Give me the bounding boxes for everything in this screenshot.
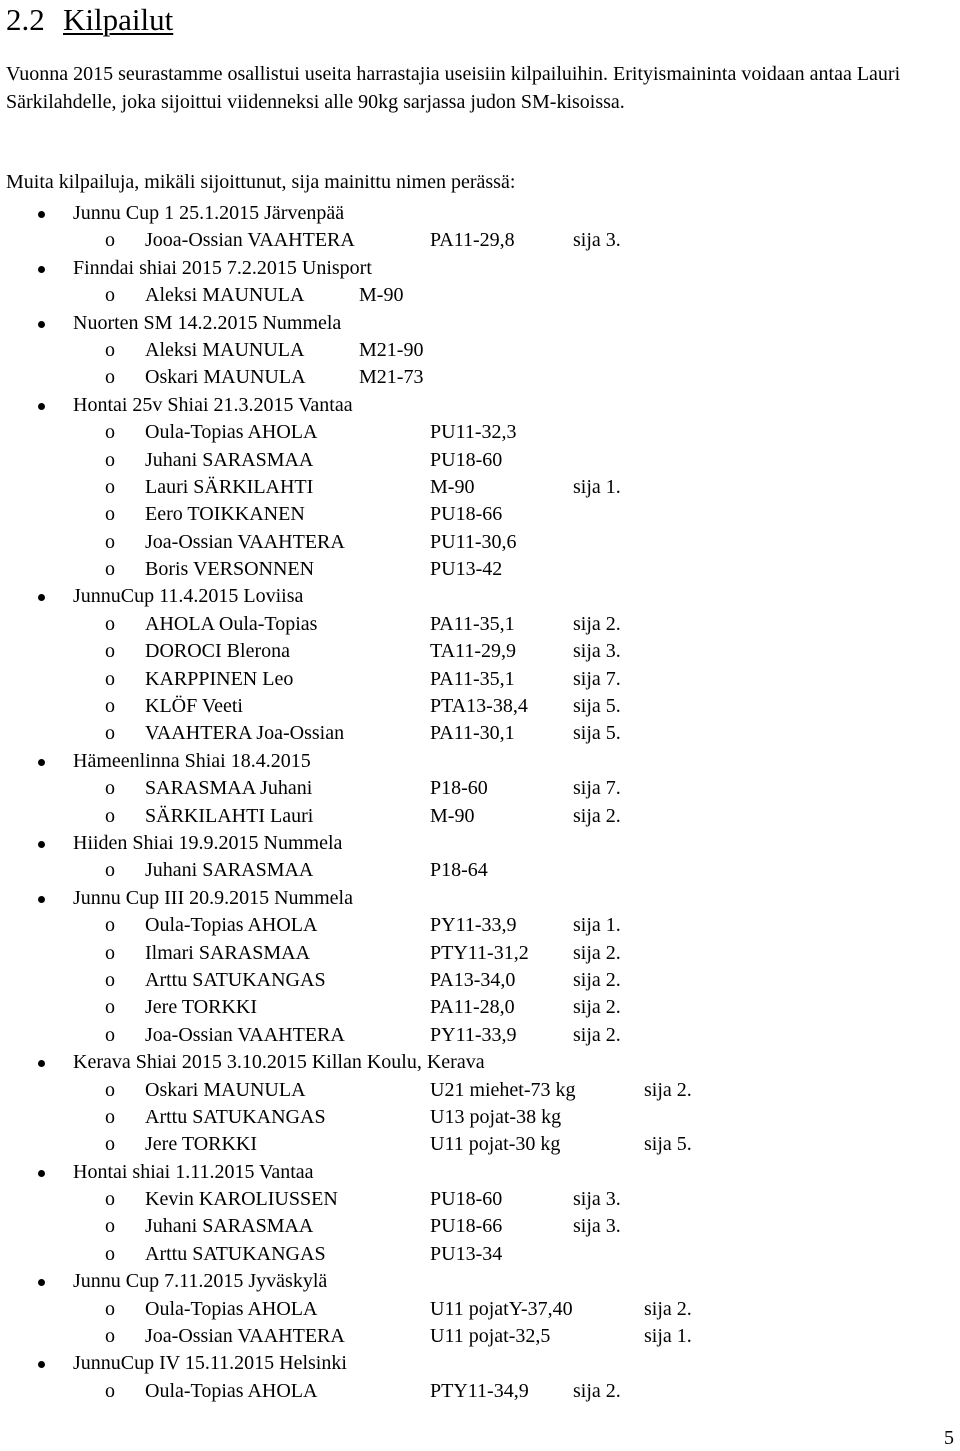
athlete-name: Joa-Ossian VAAHTERA: [145, 1325, 345, 1348]
competition-item: [0, 830, 960, 857]
result-row: [0, 1077, 960, 1104]
list-marker: o: [105, 366, 115, 389]
athlete-name: Kevin KAROLIUSSEN: [145, 1188, 338, 1211]
placement: sija 1.: [573, 914, 621, 937]
bullet-icon: [38, 211, 45, 218]
athlete-name: VAAHTERA Joa-Ossian: [145, 722, 345, 745]
athlete-name: Jooa-Ossian VAAHTERA: [145, 229, 355, 252]
bullet-icon: [38, 1279, 45, 1286]
result-row: [0, 1213, 960, 1240]
athlete-name: DOROCI Blerona: [145, 640, 290, 663]
placement: sija 2.: [573, 1379, 621, 1402]
weight-class: PU18-60: [430, 1188, 503, 1211]
weight-class: M21-90: [359, 338, 424, 361]
competition-title: Kerava Shiai 2015 3.10.2015 Killan Koulu, Kerava: [73, 1051, 485, 1074]
result-row: [0, 529, 960, 556]
result-row: [0, 364, 960, 391]
placement: sija 2.: [644, 1078, 692, 1101]
placement: sija 3.: [573, 640, 621, 663]
competition-title: Junnu Cup 7.11.2015 Jyväskylä: [73, 1270, 328, 1293]
weight-class: PA11-30,1: [430, 722, 515, 745]
competition-title: Hontai 25v Shiai 21.3.2015 Vantaa: [73, 393, 353, 416]
weight-class: PA11-28,0: [430, 996, 515, 1019]
athlete-name: Juhani SARASMAA: [145, 448, 314, 471]
result-row: [0, 1241, 960, 1268]
list-marker: o: [105, 612, 115, 635]
athlete-name: Jere TORKKI: [145, 1133, 258, 1156]
result-row: [0, 666, 960, 693]
placement: sija 3.: [573, 1215, 621, 1238]
result-row: [0, 337, 960, 364]
competition-item: [0, 748, 960, 775]
placement: sija 7.: [573, 777, 621, 800]
competition-item: [0, 583, 960, 610]
weight-class: M-90: [430, 475, 475, 498]
placement: sija 3.: [573, 229, 621, 252]
weight-class: PTY11-31,2: [430, 941, 529, 964]
list-marker: o: [105, 1078, 115, 1101]
weight-class: PU18-66: [430, 1215, 503, 1238]
list-marker: o: [105, 695, 115, 718]
placement: sija 1.: [573, 475, 621, 498]
list-marker: o: [105, 640, 115, 663]
weight-class: PY11-33,9: [430, 1023, 517, 1046]
placement: sija 2.: [644, 1297, 692, 1320]
weight-class: PA11-29,8: [430, 229, 515, 252]
athlete-name: Juhani SARASMAA: [145, 1215, 314, 1238]
list-marker: o: [105, 558, 115, 581]
placement: sija 2.: [573, 1023, 621, 1046]
weight-class: PA11-35,1: [430, 612, 515, 635]
competition-title: JunnuCup IV 15.11.2015 Helsinki: [73, 1352, 347, 1375]
bullet-icon: [38, 841, 45, 848]
competition-title: Hämeenlinna Shiai 18.4.2015: [73, 749, 311, 772]
result-row: [0, 720, 960, 747]
result-row: [0, 1296, 960, 1323]
athlete-name: SARASMAA Juhani: [145, 777, 313, 800]
competition-item: [0, 1268, 960, 1295]
weight-class: M21-73: [359, 366, 424, 389]
placement: sija 5.: [573, 722, 621, 745]
list-marker: o: [105, 722, 115, 745]
list-marker: o: [105, 284, 115, 307]
competition-list: [0, 200, 960, 1405]
weight-class: PU18-66: [430, 503, 503, 526]
result-row: [0, 1378, 960, 1405]
bullet-icon: [38, 896, 45, 903]
list-marker: o: [105, 1297, 115, 1320]
result-row: [0, 994, 960, 1021]
result-row: [0, 556, 960, 583]
weight-class: U11 pojat-30 kg: [430, 1133, 561, 1156]
athlete-name: KARPPINEN Leo: [145, 667, 294, 690]
competition-item: [0, 885, 960, 912]
placement: sija 2.: [573, 804, 621, 827]
list-marker: o: [105, 804, 115, 827]
result-row: [0, 227, 960, 254]
athlete-name: Juhani SARASMAA: [145, 859, 314, 882]
list-marker: o: [105, 1215, 115, 1238]
placement: sija 5.: [644, 1133, 692, 1156]
athlete-name: Arttu SATUKANGAS: [145, 968, 326, 991]
section-heading: [6, 0, 173, 40]
weight-class: PA11-35,1: [430, 667, 515, 690]
result-row: [0, 940, 960, 967]
competition-title: Nuorten SM 14.2.2015 Nummela: [73, 311, 342, 334]
section-number: 2.2: [6, 2, 45, 37]
result-row: [0, 419, 960, 446]
result-row: [0, 967, 960, 994]
weight-class: PU13-42: [430, 558, 503, 581]
bullet-icon: [38, 759, 45, 766]
placement: sija 5.: [573, 695, 621, 718]
placement: sija 3.: [573, 1188, 621, 1211]
list-marker: o: [105, 475, 115, 498]
weight-class: PY11-33,9: [430, 914, 517, 937]
list-marker: o: [105, 229, 115, 252]
bullet-icon: [38, 1170, 45, 1177]
result-row: [0, 775, 960, 802]
bullet-icon: [38, 321, 45, 328]
list-marker: o: [105, 968, 115, 991]
weight-class: U11 pojat-32,5: [430, 1325, 551, 1348]
weight-class: M-90: [359, 284, 404, 307]
competition-title: JunnuCup 11.4.2015 Loviisa: [73, 585, 304, 608]
list-marker: o: [105, 1105, 115, 1128]
competition-title: Junnu Cup 1 25.1.2015 Järvenpää: [73, 202, 345, 224]
competition-item: [0, 255, 960, 282]
weight-class: P18-60: [430, 777, 488, 800]
list-marker: o: [105, 996, 115, 1019]
list-marker: o: [105, 1133, 115, 1156]
competition-item: [0, 392, 960, 419]
weight-class: PTY11-34,9: [430, 1379, 529, 1402]
list-marker: o: [105, 448, 115, 471]
athlete-name: Aleksi MAUNULA: [145, 284, 305, 307]
result-row: [0, 912, 960, 939]
athlete-name: KLÖF Veeti: [145, 695, 243, 718]
competition-title: Finndai shiai 2015 7.2.2015 Unisport: [73, 256, 372, 279]
weight-class: PU18-60: [430, 448, 503, 471]
placement: sija 2.: [573, 941, 621, 964]
result-row: [0, 803, 960, 830]
competition-item: [0, 1049, 960, 1076]
competition-item: [0, 310, 960, 337]
list-marker: o: [105, 338, 115, 361]
athlete-name: Arttu SATUKANGAS: [145, 1105, 326, 1128]
result-row: [0, 474, 960, 501]
list-marker: o: [105, 1242, 115, 1265]
list-marker: o: [105, 859, 115, 882]
bullet-icon: [38, 266, 45, 273]
athlete-name: Oskari MAUNULA: [145, 366, 306, 389]
weight-class: PTA13-38,4: [430, 695, 528, 718]
list-marker: o: [105, 1188, 115, 1211]
athlete-name: Lauri SÄRKILAHTI: [145, 475, 314, 498]
bullet-icon: [38, 594, 45, 601]
athlete-name: Oskari MAUNULA: [145, 1078, 306, 1101]
bullet-icon: [38, 403, 45, 410]
athlete-name: Oula-Topias AHOLA: [145, 1297, 318, 1320]
competition-item: [0, 1350, 960, 1377]
list-marker: o: [105, 1379, 115, 1402]
weight-class: P18-64: [430, 859, 488, 882]
athlete-name: Oula-Topias AHOLA: [145, 914, 318, 937]
athlete-name: Joa-Ossian VAAHTERA: [145, 1023, 345, 1046]
placement: sija 7.: [573, 667, 621, 690]
athlete-name: Oula-Topias AHOLA: [145, 1379, 318, 1402]
result-row: [0, 638, 960, 665]
athlete-name: SÄRKILAHTI Lauri: [145, 804, 314, 827]
competition-item: [0, 1159, 960, 1186]
result-row: [0, 1022, 960, 1049]
athlete-name: AHOLA Oula-Topias: [145, 612, 318, 635]
result-row: [0, 611, 960, 638]
athlete-name: Boris VERSONNEN: [145, 558, 315, 581]
result-row: [0, 1323, 960, 1350]
result-row: [0, 282, 960, 309]
weight-class: U11 pojatY-37,40: [430, 1297, 573, 1320]
list-marker: o: [105, 914, 115, 937]
weight-class: PU11-30,6: [430, 530, 517, 553]
list-marker: o: [105, 667, 115, 690]
result-row: [0, 1104, 960, 1131]
placement: sija 2.: [573, 612, 621, 635]
result-row: [0, 1131, 960, 1158]
placement: sija 2.: [573, 968, 621, 991]
placement: sija 1.: [644, 1325, 692, 1348]
result-row: [0, 1186, 960, 1213]
weight-class: PU13-34: [430, 1242, 503, 1265]
page-number: 5: [944, 1427, 954, 1449]
intro-paragraph: Vuonna 2015 seurastamme osallistui useita harrastajia useisiin kilpailuihin. Erityismaininta voidaan antaa Lauri Särkilahdelle, joka sijoittui viidenneksi alle 90kg sarjassa judon SM-kisoissa.: [6, 63, 901, 113]
bullet-icon: [38, 1060, 45, 1067]
list-marker: o: [105, 941, 115, 964]
list-marker: o: [105, 421, 115, 444]
competition-title: Hiiden Shiai 19.9.2015 Nummela: [73, 831, 343, 854]
athlete-name: Oula-Topias AHOLA: [145, 421, 318, 444]
weight-class: U21 miehet-73 kg: [430, 1078, 576, 1101]
list-marker: o: [105, 503, 115, 526]
athlete-name: Ilmari SARASMAA: [145, 941, 311, 964]
list-intro: Muita kilpailuja, mikäli sijoittunut, sija mainittu nimen perässä:: [6, 171, 516, 193]
list-marker: o: [105, 1023, 115, 1046]
placement: sija 2.: [573, 996, 621, 1019]
list-marker: o: [105, 1325, 115, 1348]
weight-class: M-90: [430, 804, 475, 827]
athlete-name: Arttu SATUKANGAS: [145, 1242, 326, 1265]
list-marker: o: [105, 777, 115, 800]
competition-title: Hontai shiai 1.11.2015 Vantaa: [73, 1160, 314, 1183]
athlete-name: Joa-Ossian VAAHTERA: [145, 530, 345, 553]
result-row: [0, 693, 960, 720]
weight-class: U13 pojat-38 kg: [430, 1105, 562, 1128]
competition-title: Junnu Cup III 20.9.2015 Nummela: [73, 886, 353, 909]
result-row: [0, 857, 960, 884]
weight-class: PU11-32,3: [430, 421, 517, 444]
bullet-icon: [38, 1361, 45, 1368]
section-title: Kilpailut: [63, 2, 174, 37]
athlete-name: Aleksi MAUNULA: [145, 338, 305, 361]
result-row: [0, 501, 960, 528]
weight-class: TA11-29,9: [430, 640, 516, 663]
athlete-name: Eero TOIKKANEN: [145, 503, 305, 526]
list-marker: o: [105, 530, 115, 553]
weight-class: PA13-34,0: [430, 968, 516, 991]
result-row: [0, 447, 960, 474]
athlete-name: Jere TORKKI: [145, 996, 258, 1019]
competition-item: [0, 200, 960, 227]
